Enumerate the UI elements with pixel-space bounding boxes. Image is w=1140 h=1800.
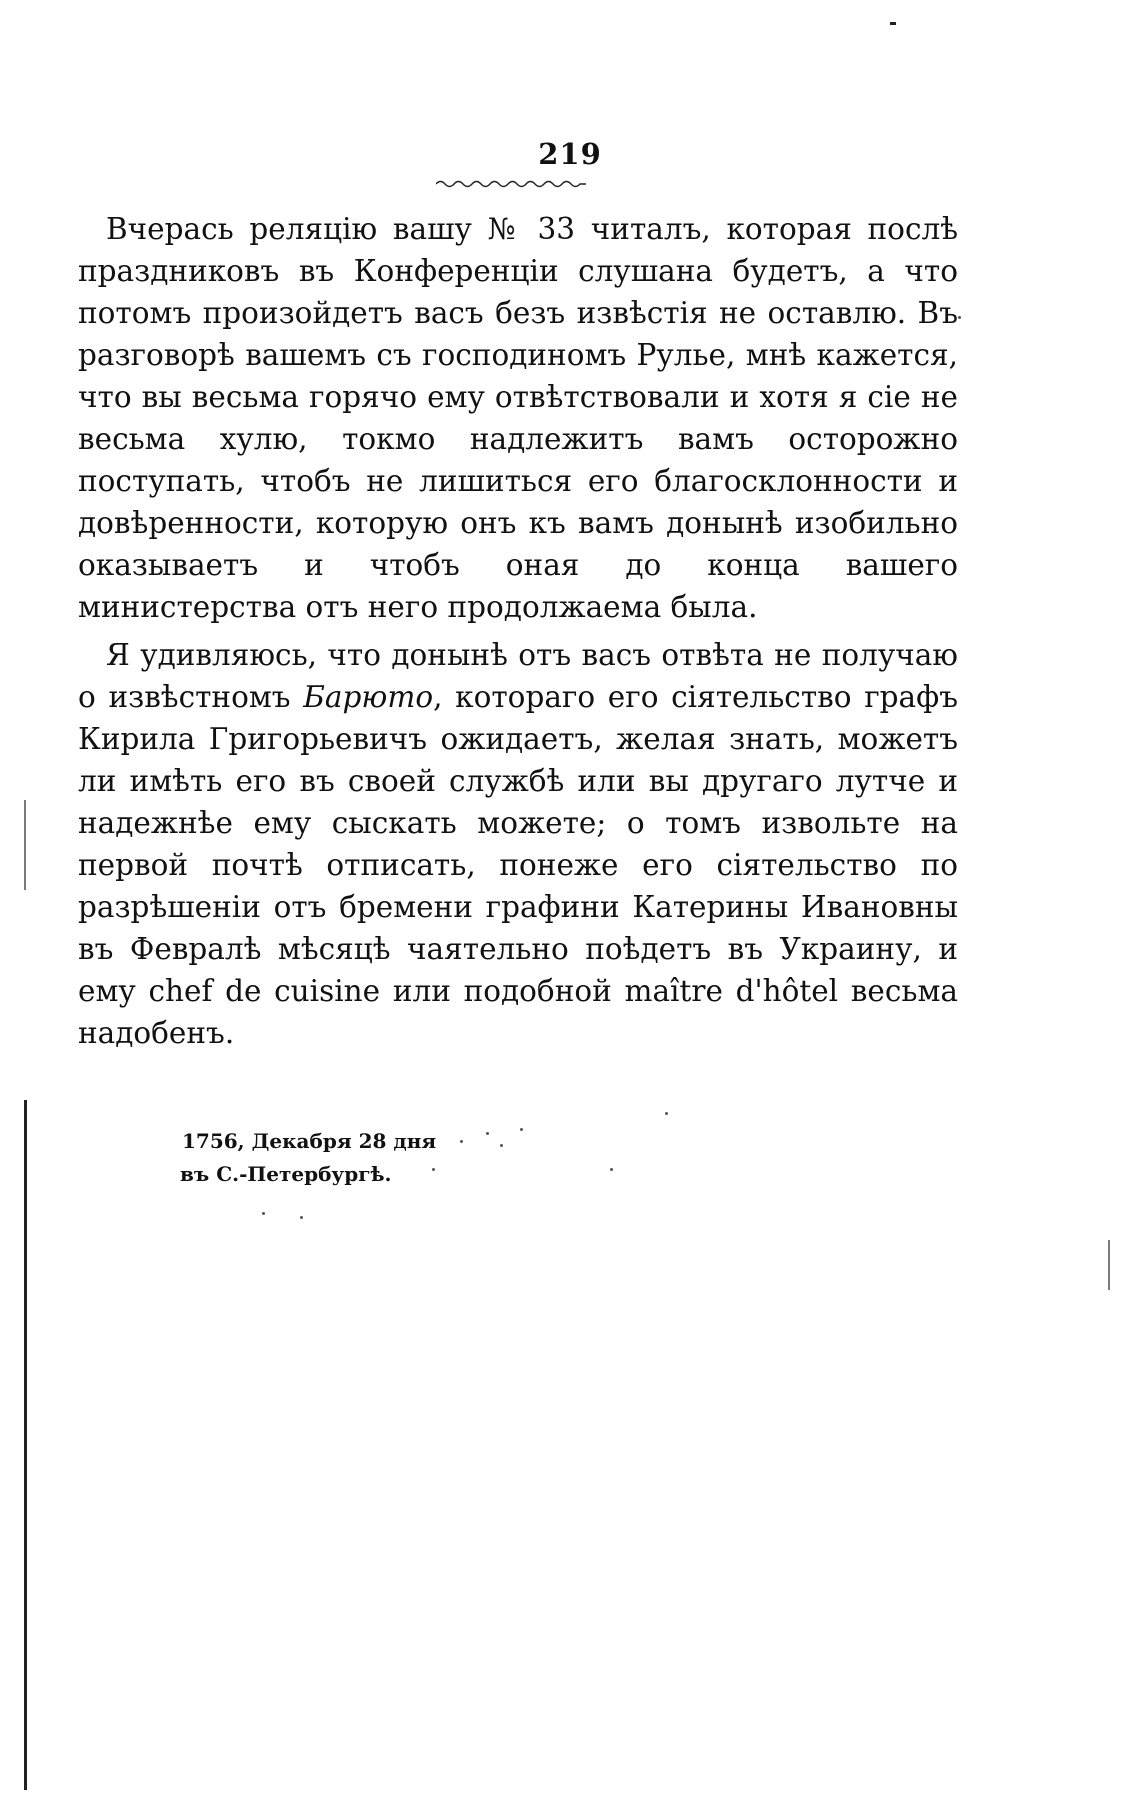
top-right-scan-mark [890, 22, 896, 25]
speck [500, 1144, 503, 1147]
paragraph-2-text-after: , котораго его сіятельство графъ Кирила Григорьевичъ ожидаетъ, желая знать, можетъ ли имѣть его въ своей службѣ или вы другаго лутче и надежнѣе ему сыскать можете; о томъ извольте на первой почтѣ отписать, понеже его сіятельство по разрѣшеніи отъ бремени графини Катерины Ивановны въ Февралѣ мѣсяцѣ чаятельно поѣдетъ въ Украину, и ему chef de cuisine или подобной maître d'hôtel весьма надобенъ. [78, 680, 958, 1050]
letter-body [78, 208, 958, 1054]
speck [300, 1216, 303, 1219]
right-edge-scan-mark [1108, 1240, 1110, 1290]
page-number: 219 [538, 137, 602, 171]
speck [520, 1128, 523, 1131]
wavy-rule-ornament [436, 178, 586, 190]
speck [486, 1132, 489, 1135]
speck [432, 1168, 435, 1171]
left-edge-scan-line [24, 1100, 27, 1790]
signature-block [182, 1125, 436, 1191]
left-edge-scan-mark [24, 800, 26, 890]
speck [610, 1168, 613, 1171]
speck [665, 1112, 668, 1115]
speck [460, 1140, 463, 1143]
paragraph-2-text-before: Я удивляюсь, что донынѣ отъ васъ отвѣта не получаю о извѣстномъ [78, 638, 958, 714]
speck [262, 1212, 265, 1215]
paragraph-2-name-italic: Барюто [303, 680, 434, 714]
signature-date: 1756, Декабря 28 дня [182, 1129, 437, 1153]
paragraph-1: Вчерась реляцію вашу № 33 читалъ, которая послѣ праздниковъ въ Конференціи слушана будетъ, а что потомъ произойдетъ васъ безъ извѣстія не оставлю. Въ разговорѣ вашемъ съ господиномъ Рулье, мнѣ кажется, что вы весьма горячо ему отвѣтствовали и хотя я сіе не весьма хулю, токмо надлежитъ вамъ осторожно поступать, чтобъ не лишиться его благосклонности и довѣренности, которую онъ къ вамъ донынѣ изобильно оказываетъ и чтобъ оная до конца вашего министерства отъ него продолжаема была. [78, 212, 958, 624]
speck [958, 316, 961, 319]
signature-place: въ С.-Петербургѣ. [180, 1162, 392, 1186]
paragraph-2 [78, 634, 958, 1054]
